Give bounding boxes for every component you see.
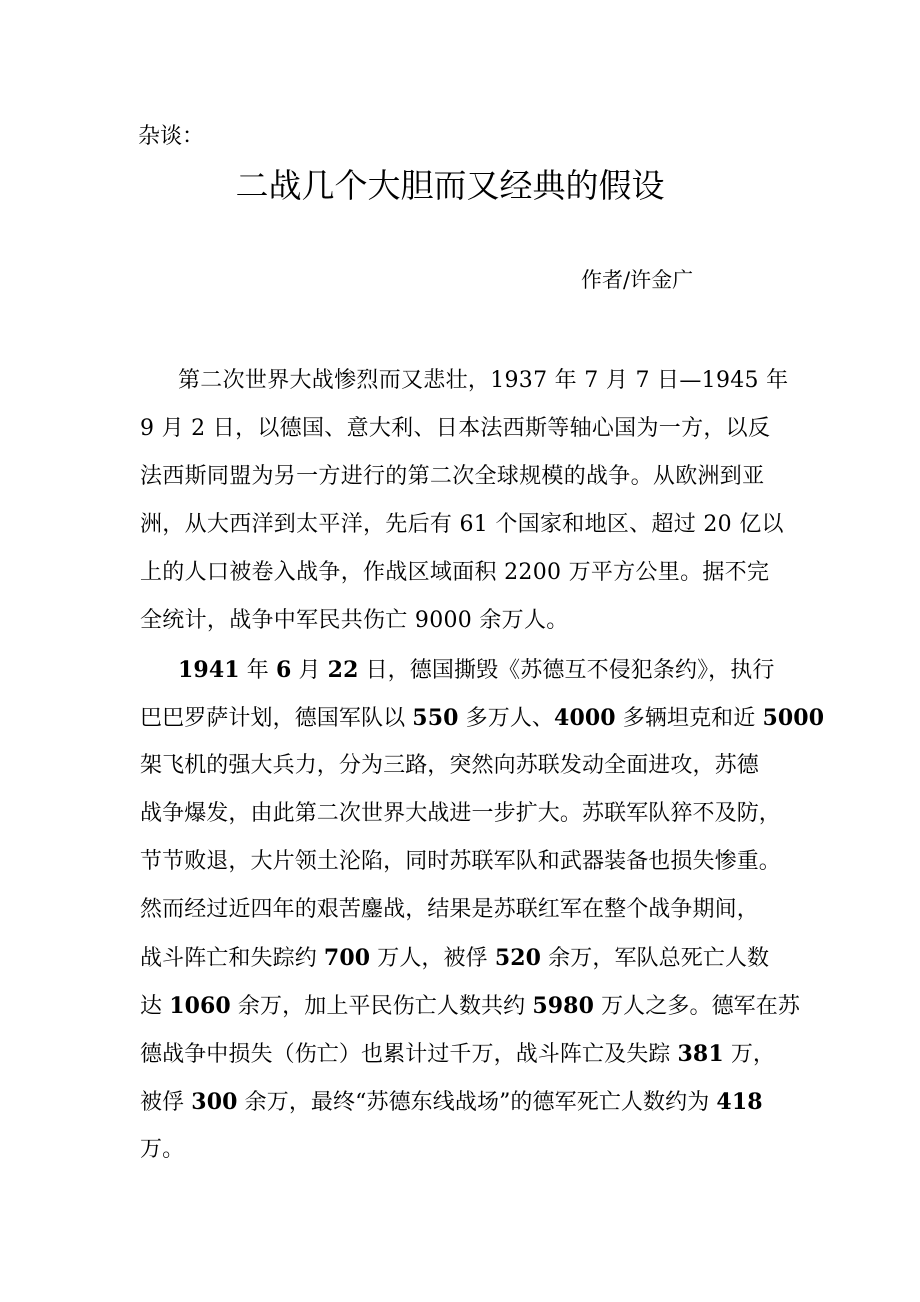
paragraph-line: 架飞机的强大兵力，分为三路，突然向苏联发动全面进攻，苏德 <box>140 753 759 778</box>
author-line: 作者/许金广 <box>581 268 694 292</box>
paragraph-line: 1941 年 6 月 22 日，德国撕毁《苏德互不侵犯条约》，执行 <box>178 657 775 683</box>
paragraph-line: 法西斯同盟为另一方进行的第二次全球规模的战争。从欧洲到亚 <box>140 464 765 489</box>
paragraph-2 <box>140 646 825 1174</box>
article-title: 二战几个大胆而又经典的假设 <box>235 166 665 205</box>
paragraph-line: 巴巴罗萨计划，德国军队以 550 多万人、4000 多辆坦克和近 5000 <box>140 705 825 731</box>
paragraph-line: 被俘 300 余万，最终“苏德东线战场”的德军死亡人数约为 418 <box>140 1089 763 1115</box>
paragraph-line: 然而经过近四年的艰苦鏖战，结果是苏联红军在整个战争期间， <box>140 897 759 922</box>
paragraph-line: 第二次世界大战惨烈而又悲壮，1937 年 7 月 7 日—1945 年 <box>178 368 789 393</box>
paragraph-line: 战斗阵亡和失踪约 700 万人，被俘 520 余万，军队总死亡人数 <box>140 945 770 971</box>
paragraph-line: 洲，从大西洋到太平洋，先后有 61 个国家和地区、超过 20 亿以 <box>140 512 784 537</box>
paragraph-line: 节节败退，大片领土沦陷，同时苏联军队和武器装备也损失惨重。 <box>140 849 781 874</box>
paragraph-line: 德战争中损失（伤亡）也累计过千万，战斗阵亡及失踪 381 万， <box>140 1041 776 1067</box>
paragraph-line: 战争爆发，由此第二次世界大战进一步扩大。苏联军队猝不及防， <box>140 801 781 826</box>
paragraph-line: 万。 <box>140 1137 185 1162</box>
paragraph-line: 9 月 2 日，以德国、意大利、日本法西斯等轴心国为一方，以反 <box>140 416 771 441</box>
section-label: 杂谈： <box>138 124 205 149</box>
paragraph-line: 上的人口被卷入战争，作战区域面积 2200 万平方公里。据不完 <box>140 560 770 585</box>
paragraph-1 <box>140 357 789 645</box>
paragraph-line: 达 1060 余万，加上平民伤亡人数共约 5980 万人之多。德军在苏 <box>140 993 800 1019</box>
paragraph-line: 全统计，战争中军民共伤亡 9000 余万人。 <box>140 608 569 633</box>
